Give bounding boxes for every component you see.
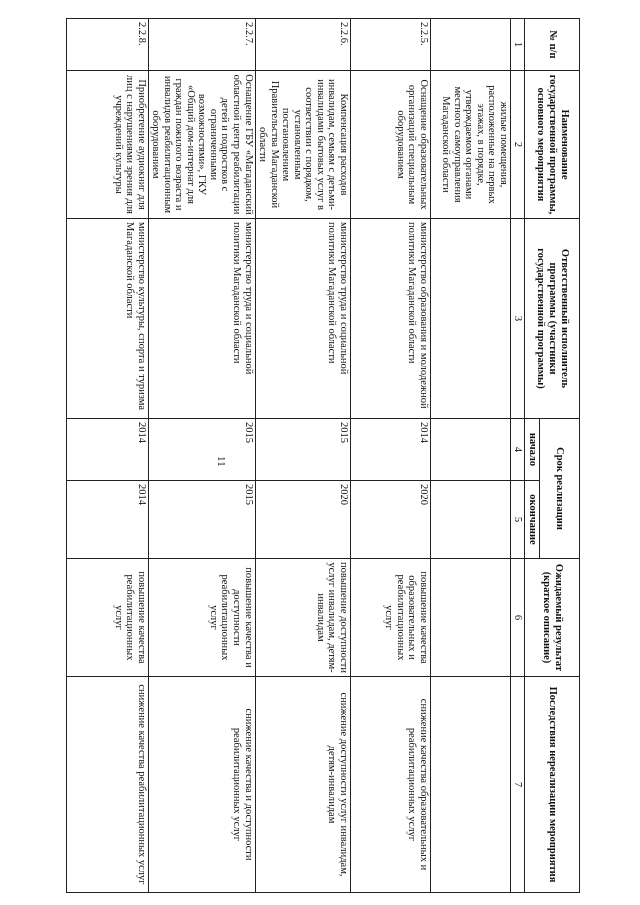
- cell-consequences: снижение качества реабилитационных услуг: [66, 677, 148, 893]
- cell-start: 2014: [66, 419, 148, 481]
- cell-end: 2020: [255, 481, 350, 559]
- cell-result: повышение доступности услуг инвалидам, детям-инвалидам: [255, 559, 350, 677]
- cell-name: Компенсация расходов инвалидам, семьям с детьми-инвалидами бытовых услуг в соответствии с порядком, установленным постановлением Правительства Магаданской области: [255, 71, 350, 219]
- cell-start: 2014: [350, 419, 430, 481]
- cell-result: повышение качества реабилитационных услуг: [66, 559, 148, 677]
- column-number: 2: [510, 71, 525, 219]
- cell-no: 2.2.6.: [255, 19, 350, 71]
- table-row: [148, 19, 255, 893]
- cell-executor: министерство культуры, спорта и туризма Магаданской области: [66, 219, 148, 419]
- cell-consequences: снижение качества и доступности реабилитационных услуг: [148, 677, 255, 893]
- header-consequences: Последствия нереализации мероприятия: [525, 677, 580, 893]
- cell-end: 2015: [148, 481, 255, 559]
- table-row: [350, 19, 430, 893]
- cell-no: 2.2.7.: [148, 19, 255, 71]
- cell-consequences: [430, 677, 510, 893]
- table-row: [66, 19, 148, 893]
- cell-start: 2015: [255, 419, 350, 481]
- column-number: 6: [510, 559, 525, 677]
- cell-no: 2.2.8.: [66, 19, 148, 71]
- column-number: 1: [510, 19, 525, 71]
- cell-start: [430, 419, 510, 481]
- column-number: 4: [510, 419, 525, 481]
- header-period: Срок реализации: [540, 419, 580, 559]
- cell-no: 2.2.5.: [350, 19, 430, 71]
- table-row: [430, 19, 510, 893]
- header-row: [540, 19, 580, 893]
- cell-no: [430, 19, 510, 71]
- header-name: Наименование государственной программы, основного мероприятия: [525, 71, 580, 219]
- cell-name: Приобретение аудиокниг для лиц с нарушениями зрения для учреждений культуры: [66, 71, 148, 219]
- column-number: 3: [510, 219, 525, 419]
- column-number: 5: [510, 481, 525, 559]
- cell-executor: [430, 219, 510, 419]
- cell-name: Оснащение ГБУ «Магаданский областной центр реабилитации детей и подростков с ограниченными возможностями», ГКУ «Общий дом-интернат для граждан пожилого возраста и инвалидов реабилитационным оборудованием: [148, 71, 255, 219]
- header-executor: Ответственный исполнитель программы (участники государственной программы): [525, 219, 580, 419]
- cell-consequences: снижение качества образовательных и реабилитационных услуг: [350, 677, 430, 893]
- page-number: 11: [215, 456, 227, 467]
- cell-end: [430, 481, 510, 559]
- column-number-row: [510, 19, 525, 893]
- cell-start: 2015: [148, 419, 255, 481]
- header-start: начало: [525, 419, 540, 481]
- measures-table: [66, 18, 580, 893]
- cell-result: повышение качества образовательных и реабилитационных услуг: [350, 559, 430, 677]
- cell-name: жилые помещения, расположенные на первых этажах, в порядке, утверждаемом органами местного самоуправления Магаданской области: [430, 71, 510, 219]
- cell-result: [430, 559, 510, 677]
- header-no: № п/п: [525, 19, 580, 71]
- column-number: 7: [510, 677, 525, 893]
- cell-executor: министерство образования и молодежной политики Магаданской области: [350, 219, 430, 419]
- cell-executor: министерство труда и социальной политики Магаданской области: [148, 219, 255, 419]
- header-end: окончание: [525, 481, 540, 559]
- cell-result: повышение качества и доступности реабилитационных услуг: [148, 559, 255, 677]
- rotated-table-container: [82, 18, 580, 892]
- cell-end: 2020: [350, 481, 430, 559]
- cell-name: Оснащение образовательных организаций специальным оборудованием: [350, 71, 430, 219]
- header-result: Ожидаемый результат (краткое описание): [525, 559, 580, 677]
- table-row: [255, 19, 350, 893]
- cell-consequences: снижение доступности услуг инвалидам, детям-инвалидам: [255, 677, 350, 893]
- cell-executor: министерство труда и социальной политики Магаданской области: [255, 219, 350, 419]
- cell-end: 2014: [66, 481, 148, 559]
